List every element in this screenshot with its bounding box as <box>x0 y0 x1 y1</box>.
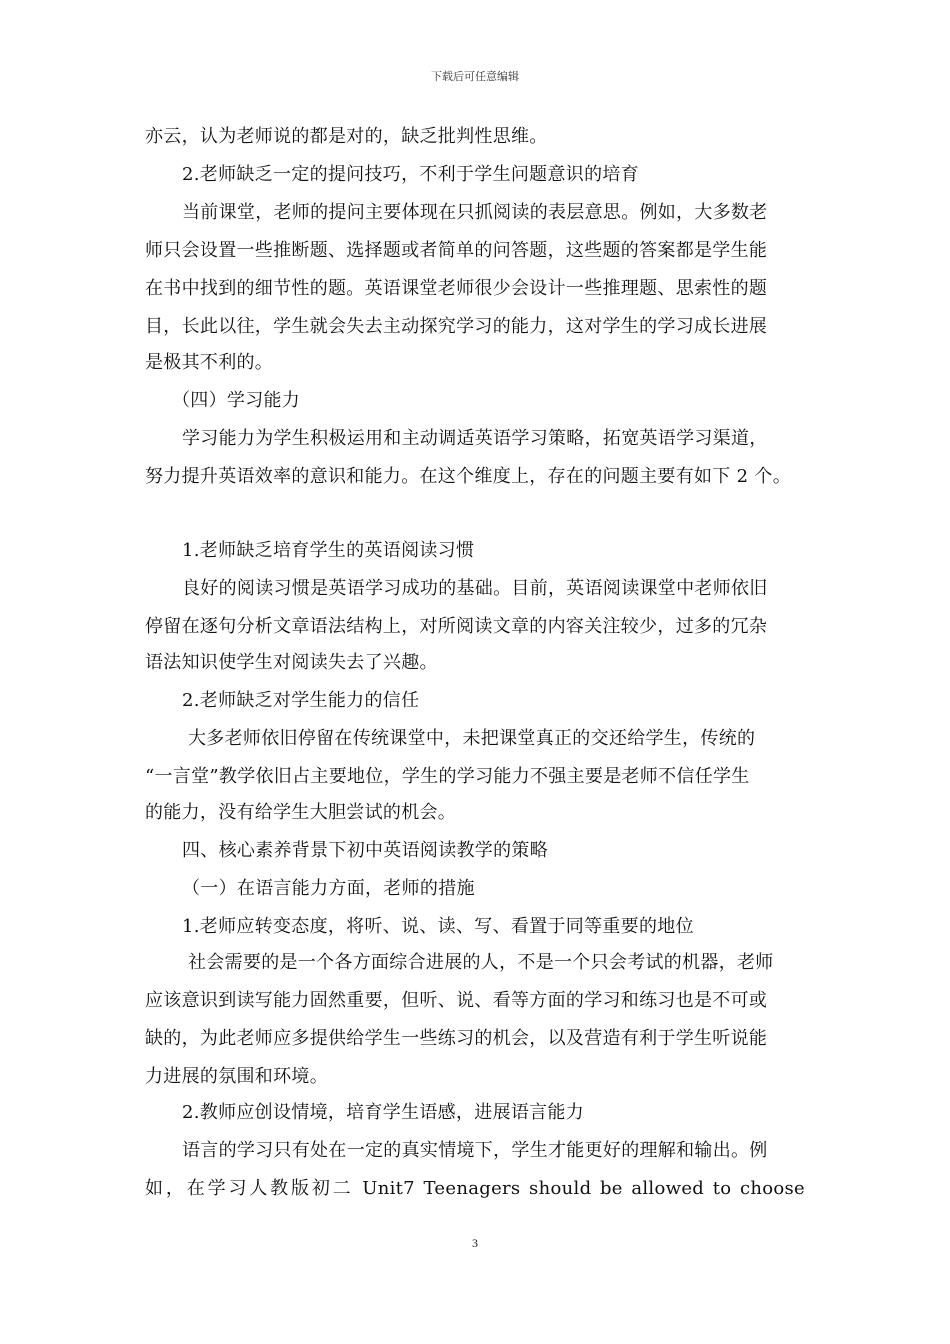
section-heading: 1.老师应转变态度，将听、说、读、写、看置于同等重要的地位 <box>182 916 694 937</box>
body-line: 师只会设置一些推断题、选择题或者简单的问答题，这些题的答案都是学生能 <box>145 240 768 261</box>
page-header: 下载后可任意编辑 <box>431 70 519 83</box>
body-line: 力进展的氛围和环境。 <box>145 1066 328 1087</box>
body-line: 缺的，为此老师应多提供给学生一些练习的机会，以及营造有利于学生听说能 <box>145 1028 768 1049</box>
body-line: 语法知识使学生对阅读失去了兴趣。 <box>145 652 438 673</box>
body-line: 努力提升英语效率的意识和能力。在这个维度上，存在的问题主要有如下 2 个。 <box>145 466 791 487</box>
section-heading: 2.教师应创设情境，培育学生语感，进展语言能力 <box>182 1102 585 1123</box>
body-line: 当前课堂，老师的提问主要体现在只抓阅读的表层意思。例如，大多数老 <box>182 202 768 223</box>
section-heading: 2.老师缺乏对学生能力的信任 <box>182 690 420 711</box>
body-line: 良好的阅读习惯是英语学习成功的基础。目前，英语阅读课堂中老师依旧 <box>182 578 768 599</box>
body-line: 目，长此以往，学生就会失去主动探究学习的能力，这对学生的学习成长进展 <box>145 316 768 337</box>
section-heading: 1.老师缺乏培育学生的英语阅读习惯 <box>182 540 475 561</box>
body-line: 学习能力为学生积极运用和主动调适英语学习策略，拓宽英语学习渠道， <box>182 428 768 449</box>
section-heading: （四）学习能力 <box>172 390 301 411</box>
body-line: 的能力，没有给学生大胆尝试的机会。 <box>145 802 457 823</box>
body-line: 语言的学习只有处在一定的真实情境下，学生才能更好的理解和输出。例 <box>182 1140 768 1161</box>
body-line: 应该意识到读写能力固然重要，但听、说、看等方面的学习和练习也是不可或 <box>145 990 768 1011</box>
body-line: 社会需要的是一个各方面综合进展的人，不是一个只会考试的机器，老师 <box>188 952 774 973</box>
page-number: 3 <box>472 1236 478 1250</box>
body-line: 是极其不利的。 <box>145 352 274 373</box>
body-line: “一言堂”教学依旧占主要地位，学生的学习能力不强主要是老师不信任学生 <box>145 766 750 787</box>
body-line: 停留在逐句分析文章语法结构上，对所阅读文章的内容关注较少，过多的冗杂 <box>145 616 768 637</box>
body-line: 在书中找到的细节性的题。英语课堂老师很少会设计一些推理题、思索性的题 <box>145 278 768 299</box>
body-line: 大多老师依旧停留在传统课堂中，未把课堂真正的交还给学生，传统的 <box>188 728 756 749</box>
section-heading: 2.老师缺乏一定的提问技巧，不利于学生问题意识的培育 <box>182 164 639 185</box>
body-line: 亦云，认为老师说的都是对的，缺乏批判性思维。 <box>145 126 548 147</box>
section-heading: 四、核心素养背景下初中英语阅读教学的策略 <box>182 840 548 861</box>
body-line: 如，在学习人教版初二 Unit7 Teenagers should be allowed to choose <box>145 1178 805 1199</box>
section-heading: （一）在语言能力方面，老师的措施 <box>182 878 475 899</box>
